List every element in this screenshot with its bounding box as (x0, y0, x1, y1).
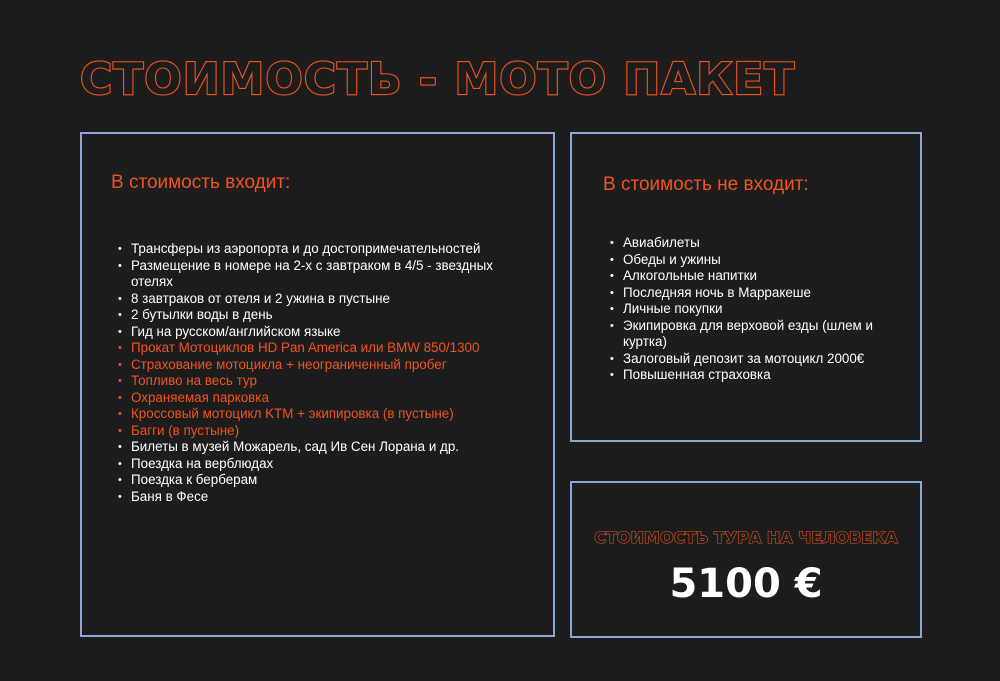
page-title: СТОИМОСТЬ - МОТО ПАКЕТ (80, 54, 796, 105)
bullet-icon: • (118, 292, 122, 305)
bullet-icon: • (118, 325, 122, 338)
bullet-icon: • (610, 303, 614, 315)
list-item-text: Поездка на верблюдах (131, 455, 274, 471)
list-item (118, 340, 538, 357)
bullet-icon: • (610, 270, 614, 282)
list-item (118, 423, 538, 440)
bullet-icon: • (118, 243, 122, 255)
list-item-text: Баня в Фесе (131, 488, 209, 504)
list-item-text: Трансферы из аэропорта и до достопримечательностей (131, 241, 481, 256)
price-value: 5100 € (669, 561, 823, 607)
list-item-text: Авиабилеты (623, 235, 700, 250)
bullet-icon: • (118, 358, 122, 371)
bullet-icon: • (118, 375, 122, 387)
bullet-icon: • (118, 259, 122, 272)
list-item (118, 439, 538, 456)
list-item (118, 456, 538, 473)
bullet-icon: • (118, 441, 122, 453)
list-item-text: Поездка к берберам (131, 472, 258, 487)
list-item (118, 406, 538, 423)
included-panel (80, 132, 555, 637)
list-item (610, 268, 910, 285)
bullet-icon: • (118, 309, 122, 321)
list-item-text: Страхование мотоцикла + неограниченный пробег (131, 356, 447, 372)
list-item-text: Билеты в музей Можарель, сад Ив Сен Лорана и др. (131, 439, 460, 454)
list-item (118, 489, 538, 506)
list-item-text: Экипировка для верховой езды (шлем и куртка) (623, 317, 873, 349)
list-item-text: Прокат Мотоциклов HD Pan America или BMW 850/1300 (131, 340, 480, 355)
list-item-text: Размещение в номере на 2-х с завтраком в 4/5 - звездных отелях (131, 257, 493, 289)
bullet-icon: • (610, 286, 614, 299)
list-item (610, 351, 910, 368)
bullet-icon: • (610, 253, 614, 266)
list-item (118, 472, 538, 489)
bullet-icon: • (610, 319, 614, 332)
list-item-text: 8 завтраков от отеля и 2 ужина в пустыне (131, 290, 390, 306)
list-item-text: Алкогольные напитки (623, 268, 757, 283)
list-item-text: Багги (в пустыне) (131, 422, 240, 438)
list-item-text: Гид на русском/английском языке (131, 323, 341, 339)
list-item-text: Охраняемая парковка (131, 389, 269, 405)
list-item-text: Обеды и ужины (623, 251, 721, 267)
excluded-heading: В стоимость не входит: (603, 174, 809, 195)
bullet-icon: • (118, 490, 122, 503)
list-item (118, 307, 538, 324)
list-item (610, 318, 910, 351)
bullet-icon: • (610, 369, 614, 381)
excluded-list (610, 235, 910, 384)
list-item (610, 285, 910, 302)
bullet-icon: • (118, 342, 122, 354)
list-item (610, 367, 910, 384)
list-item (610, 301, 910, 318)
list-item (118, 324, 538, 341)
bullet-icon: • (118, 408, 122, 420)
list-item-text: Кроссовый мотоцикл KTM + экипировка (в пустыне) (131, 406, 454, 421)
excluded-panel (570, 132, 922, 442)
included-list (118, 241, 538, 505)
list-item (118, 390, 538, 407)
list-item-text: Залоговый депозит за мотоцикл 2000€ (623, 350, 865, 366)
list-item-text: 2 бутылки воды в день (131, 307, 273, 322)
list-item (118, 373, 538, 390)
price-label: СТОИМОСТЬ ТУРА НА ЧЕЛОВЕКА (594, 528, 898, 547)
list-item-text: Последняя ночь в Марракеше (623, 284, 811, 300)
list-item (118, 291, 538, 308)
list-item-text: Личные покупки (623, 301, 723, 316)
list-item (610, 252, 910, 269)
bullet-icon: • (118, 457, 122, 470)
list-item-text: Топливо на весь тур (131, 373, 257, 388)
bullet-icon: • (118, 424, 122, 437)
bullet-icon: • (118, 391, 122, 404)
list-item (118, 241, 538, 258)
included-heading: В стоимость входит: (111, 172, 291, 193)
list-item (118, 357, 538, 374)
list-item-text: Повышенная страховка (623, 367, 771, 382)
bullet-icon: • (118, 474, 122, 486)
bullet-icon: • (610, 237, 614, 249)
bullet-icon: • (610, 352, 614, 365)
price-panel (570, 481, 922, 638)
list-item (118, 258, 538, 291)
list-item (610, 235, 910, 252)
